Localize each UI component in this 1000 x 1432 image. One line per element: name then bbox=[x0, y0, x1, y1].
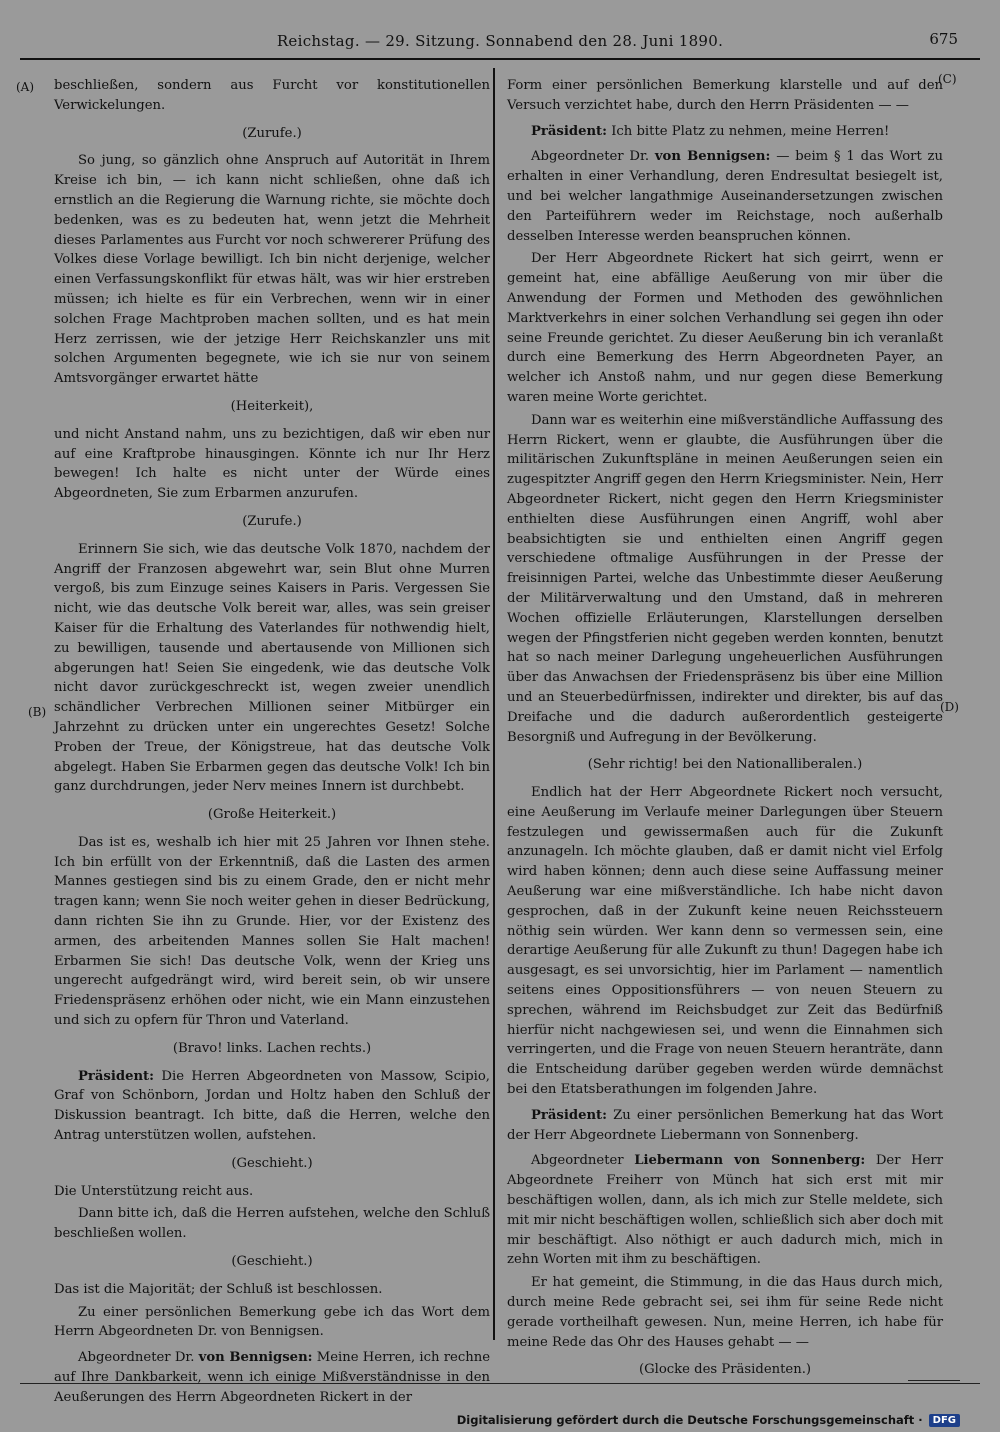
interjection: (Bravo! links. Lachen rechts.) bbox=[172, 1040, 372, 1056]
interjection: (Geschieht.) bbox=[231, 1254, 313, 1270]
margin-marker-d: (D) bbox=[940, 700, 959, 714]
paragraph: Zu einer persönlichen Bemerkung gebe ich das Wort dem Herrn Abgeordneten Dr. von Bennigsen. bbox=[54, 1304, 490, 1340]
speaker-name: von Bennigsen: bbox=[654, 149, 771, 165]
dfg-logo-icon: DFG bbox=[929, 1414, 960, 1427]
page-header bbox=[20, 28, 980, 60]
speaker-paragraph bbox=[54, 1348, 490, 1407]
paragraph: Der Herr Abgeordnete Rickert hat sich geirrt, wenn er gemeint hat, eine abfällige Aeußerung von mir über die Anwendung der Formen und Methoden des gewöhnlichen Marktverkehrs in einer solchen Verhandlung sei gegen ihn oder seine Freunde gerichtet. Zu dieser Aeußerung bin ich veranlaßt durch eine Bemerkung des Herrn Abgeordneten Payer, an welcher ich Anstoß nahm, und nur gegen diese Bemerkung waren meine Worte gerichtet. bbox=[507, 251, 943, 405]
footer-credit bbox=[457, 1413, 960, 1427]
margin-marker-a: (A) bbox=[16, 80, 35, 94]
speech-text: Meine Herren, ich rechne auf Ihre Dankbarkeit, wenn ich einige Mißverständnisse in den Aeußerungen des Herrn Abgeordneten Rickert in der bbox=[54, 1350, 490, 1405]
paragraph: So jung, so gänzlich ohne Anspruch auf Autorität in Ihrem Kreise ich bin, — ich kann nicht schließen, ohne daß ich ernstlich an die Regierung die Warnung richte, sie möchte doch bedenken, was es zu bedeuten hat, wenn jetzt die Mehrheit dieses Parlamentes aus Furcht vor noch schwererer Prüfung des Volkes diese Vorlage bewilligt. Ich bin nicht derjenige, welcher einen Verfassungskonflikt für etwas hält, was wir hier erstreben müssen; ich hielte es für ein Verbrechen, wenn wir in einer solchen Frage Machtproben machen sollten, und es hat mein Herz zerrissen, wie der jetzige Herr Reichskanzler uns mit solchen Argumenten begegnete, wie ich sie nur von seinem Amtsvorgänger erwartet hätte bbox=[54, 153, 490, 387]
interjection: (Zurufe.) bbox=[242, 125, 302, 141]
page-number: 675 bbox=[929, 30, 958, 48]
speech-text: Der Herr Abgeordnete Freiherr von Münch hat sich erst mit mir beschäftigen wollen, dann, als ich mich zur Stelle meldete, sich mit mir nicht beschäftigen wollen, schließlich sich aber doch mit mir beschäftigt. Also nöthigt er auch dadurch mich, mich in zehn Worten mit ihm zu beschäftigen. bbox=[507, 1153, 943, 1268]
header-title: Reichstag. — 29. Sitzung. Sonnabend den 28. Juni 1890. bbox=[276, 32, 724, 50]
speaker-name: Liebermann von Sonnenberg: bbox=[634, 1153, 866, 1169]
paragraph: Er hat gemeint, die Stimmung, in die das Haus durch mich, durch meine Rede gebracht sei, sei ihm für seine Rede nicht gerade vortheilhaft gewesen. Nun, meine Herren, ich habe für meine Rede das Ohr des Hauses gehabt — — bbox=[507, 1275, 943, 1350]
speech-text: — beim § 1 das Wort zu erhalten in einer Verhandlung, deren Endresultat besiegelt ist, und bei welcher langathmige Auseinandersetzungen zwischen den Parteiführern weder im Reichstage, noch außerhalb desselben Interesse werden beanspruchen können. bbox=[507, 149, 944, 244]
paragraph: Dann war es weiterhin eine mißverständliche Auffassung des Herrn Rickert, wenn er glaubte, die Ausführungen über die militärischen Zukunftspläne in meinen Aeußerungen seien ein zugespitzter Angriff gegen den Herrn Kriegsminister. Nein, Herr Abgeordneter Rickert, nicht gegen den Herrn Kriegsminister enthielten diese Ausführungen einen Angriff, wohl aber beabsichtigten sie und enthielten einen Angriff gegen verschiedene oftmalige Ausführungen in der Presse der freisinnigen Partei, welche das Unbestimmte dieser Aeußerung der Militärverwaltung und den Umstand, daß in mehreren Wochen offizielle Erläuterungen, Klarstellungen derselben wegen der Pfingstferien nicht gegeben werden konnten, benutzt hat so nach meiner Darlegung ungeheuerlichen Ausführungen über das Anwachsen der Friedenspräsenz bis über eine Million und an Steuerbedürfnissen, indirekter und direkter, bis auf das Dreifache und die dadurch außerordentlich gesteigerte Besorgniß und Aufregung in der Bevölkerung. bbox=[507, 412, 943, 745]
paragraph: Die Unterstützung reicht aus. bbox=[54, 1183, 254, 1199]
interjection: (Sehr richtig! bei den Nationalliberalen.) bbox=[587, 757, 863, 773]
interjection: (Große Heiterkeit.) bbox=[207, 807, 337, 823]
paragraph: und nicht Anstand nahm, uns zu bezichtigen, daß wir eben nur auf eine Kraftprobe hinausgingen. Könnte ich nur Ihr Herz bewegen! Ich halte es nicht unter der Würde eines Abgeordneten, Sie zum Erbarmen anzurufen. bbox=[54, 426, 490, 502]
speaker-name: Präsident: bbox=[78, 1068, 155, 1084]
paragraph: beschließen, sondern aus Furcht vor konstitutionellen Verwickelungen. bbox=[54, 78, 490, 113]
right-column bbox=[507, 76, 943, 1388]
paragraph: Das ist die Majorität; der Schluß ist beschlossen. bbox=[54, 1281, 383, 1297]
left-column bbox=[54, 76, 490, 1411]
interjection: (Geschieht.) bbox=[231, 1155, 313, 1171]
speaker-paragraph bbox=[507, 147, 943, 246]
speaker-name: Präsident: bbox=[531, 1107, 608, 1123]
speaker-prefix: Abgeordneter Dr. bbox=[78, 1350, 199, 1366]
speech-text: Zu einer persönlichen Bemerkung hat das Wort der Herr Abgeordnete Liebermann von Sonnenberg. bbox=[507, 1107, 943, 1143]
interjection: (Zurufe.) bbox=[242, 513, 302, 529]
speaker-name: von Bennigsen: bbox=[198, 1350, 313, 1366]
interjection: (Glocke des Präsidenten.) bbox=[638, 1362, 812, 1378]
footer-short-rule bbox=[908, 1380, 960, 1381]
margin-marker-b: (B) bbox=[28, 705, 47, 719]
speech-text: Die Herren Abgeordneten von Massow, Scipio, Graf von Schönborn, Jordan und Holtz haben den Schluß der Diskussion beantragt. Ich bitte, daß die Herren, welche den Antrag unterstützen wollen, aufstehen. bbox=[54, 1068, 490, 1144]
speaker-name: Präsident: bbox=[531, 123, 608, 139]
speaker-paragraph bbox=[54, 1067, 490, 1146]
column-divider bbox=[493, 68, 495, 1340]
paragraph: Form einer persönlichen Bemerkung klarstelle und auf den Versuch verzichtet habe, durch den Herrn Präsidenten — — bbox=[507, 78, 943, 113]
interjection: (Heiterkeit), bbox=[230, 398, 314, 414]
paragraph: Dann bitte ich, daß die Herren aufstehen, welche den Schluß beschließen wollen. bbox=[54, 1206, 490, 1242]
speaker-prefix: Abgeordneter bbox=[531, 1153, 635, 1169]
speaker-paragraph bbox=[507, 1106, 943, 1146]
paragraph: Endlich hat der Herr Abgeordnete Rickert noch versucht, eine Aeußerung im Verlaufe meiner Darlegungen über Steuern festzulegen und gewissermaßen auch für die Zukunft anzunageln. Ich möchte glauben, daß er damit nicht viel Erfolg wird haben können; denn auch diese seine Auffassung meiner Aeußerung war eine mißverständliche. Ich habe nicht davon gesprochen, daß in der Zukunft keine neuen Reichssteuern nöthig sein würden. Wer kann denn so vermessen sein, eine derartige Aeußerung für alle Zukunft zu thun! Dagegen habe ich ausgesagt, es sei unvorsichtig, hier im Parlament — namentlich seitens eines Oppositionsführers — von neuen Steuern zu sprechen, während im Reichsbudget zur Zeit das Bedürfniß hierfür nicht nachgewiesen sei, und wenn die Einnahmen sich verringerten, und die Frage von neuen Steuern heranträte, dann die Entscheidung darüber gegeben werden würde demnächst bei den Etatsberathungen im folgenden Jahre. bbox=[507, 785, 943, 1098]
speaker-prefix: Abgeordneter Dr. bbox=[531, 149, 655, 165]
footer-rule bbox=[20, 1383, 980, 1384]
margin-marker-c: (C) bbox=[938, 72, 957, 86]
paragraph: Erinnern Sie sich, wie das deutsche Volk 1870, nachdem der Angriff der Franzosen abgewehrt war, sein Blut ohne Murren vergoß, bis zum Einzuge seines Kaisers in Paris. Vergessen Sie nicht, wie das deutsche Volk bereit war, alles, was sein greiser Kaiser für die Erhaltung des Vaterlandes für nothwendig hielt, zu bewilligen, tausende und abertausende von Millionen sich abgerungen hat! Seien Sie eingedenk, wie das deutsche Volk nicht davor zurückgeschreckt ist, wegen zweier unendlich schändlicher Verbrechen Millionen seiner Mitbürger ein Jahrzehnt zu drücken unter ein ungerechtes Gesetz! Solche Proben der Treue, der Königstreue, hat das deutsche Volk abgelegt. Haben Sie Erbarmen gegen das deutsche Volk! Ich bin ganz durchdrungen, jeder Nerv meines Innern ist durchbebt. bbox=[54, 541, 490, 795]
speech-text: Ich bitte Platz zu nehmen, meine Herren! bbox=[607, 123, 890, 139]
speaker-paragraph bbox=[507, 1151, 943, 1270]
speaker-paragraph bbox=[507, 122, 943, 142]
paragraph: Das ist es, weshalb ich hier mit 25 Jahren vor Ihnen stehe. Ich bin erfüllt von der Erkenntniß, daß die Lasten des armen Mannes gestiegen sind bis zu einem Grade, den er nicht mehr tragen kann; wenn Sie noch weiter gehen in dieser Bedrückung, dann richten Sie ihn zu Grunde. Hier, vor der Existenz des armen, des arbeitenden Mannes sollen Sie Halt machen! Erbarmen Sie sich! Das deutsche Volk, wenn der Krieg uns ungerecht aufgedrängt wird, wird bereit sein, ob wir unsere Friedenspräsenz erhöhen oder nicht, wie ein Mann einzustehen und sich zu opfern für Thron und Vaterland. bbox=[54, 834, 490, 1029]
footer-text: Digitalisierung gefördert durch die Deutsche Forschungsgemeinschaft · bbox=[456, 1413, 923, 1427]
